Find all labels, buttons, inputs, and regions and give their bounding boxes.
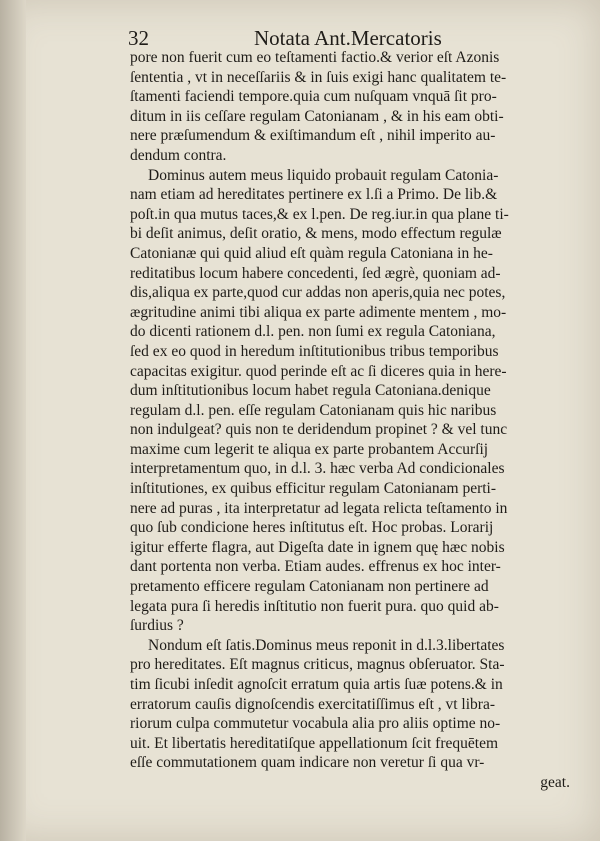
text-line: pore non fuerit cum eo teſtamenti factio.& verior eſt Azonis bbox=[130, 49, 500, 66]
running-title: Notata Ant.Mercatoris bbox=[254, 26, 442, 50]
text-line: nere præſumendum & exiſtimandum eſt , nihil imperito au- bbox=[130, 127, 496, 145]
text-line: Nondum eſt ſatis.Dominus meus reponit in d.l.3.libertates bbox=[148, 636, 505, 654]
text-line: tim ſicubi inſedit agnoſcit erratum quia artis ſuæ potens.& in bbox=[130, 676, 503, 693]
page-number: 32 bbox=[128, 26, 149, 50]
text-line: do dicenti rationem d.l. pen. non ſumi ex regula Catoniana, bbox=[130, 323, 496, 341]
text-line: riorum culpa commutetur vocabula alia pro aliis optime no- bbox=[130, 715, 501, 733]
page-gutter bbox=[0, 0, 26, 841]
text-line: nere ad puras , ita interpretatur ad legata relicta teſtamento in bbox=[130, 499, 508, 517]
text-line: nam etiam ad hereditates pertinere ex l.ſi a Primo. De lib.& bbox=[130, 186, 498, 204]
text-line: pretamento efficere regulam Catonianam non pertinere ad bbox=[130, 578, 489, 596]
text-line: erratorum cauſis dignoſcendis exercitatiſſimus eſt , vt libra- bbox=[130, 695, 495, 713]
text-line: uit. Et libertatis hereditatiſque appellationum ſcit frequētem bbox=[130, 734, 499, 752]
text-line: quo ſub condicione heres inſtitutus eſt. Hoc probas. Lorarij bbox=[130, 519, 494, 537]
text-line: inſtitutiones, ex quibus efficitur regulam Catonianam perti- bbox=[130, 480, 497, 498]
text-line: ſtamenti faciendi tempore.quia cum nuſquam vnquā ſit pro- bbox=[130, 88, 497, 106]
body-text bbox=[130, 48, 570, 793]
text-line: reditatibus locum habere concedenti, ſed ægrè, quoniam ad- bbox=[130, 264, 501, 282]
text-line: ſurdius ? bbox=[130, 617, 184, 635]
text-line: dant portenta non verba. Etiam audes. effrenus ex hoc inter- bbox=[130, 558, 501, 576]
text-line: Dominus autem meus liquido probauit regulam Catonia- bbox=[148, 166, 499, 184]
text-line: eſſe commutationem quam indicare non veretur ſi qua vr- bbox=[130, 754, 485, 772]
text-line: dum inſtitutionibus locum habet regula Catoniana.denique bbox=[130, 382, 491, 400]
text-line: poſt.in qua mutus taces,& ex l.pen. De reg.iur.in qua plane ti- bbox=[130, 205, 509, 223]
text-line: igitur efferte flagra, aut Digeſta date in ignem quę hæc nobis bbox=[130, 538, 505, 556]
text-line: interpretamentum quo, in d.l. 3. hæc verba Ad condicionales bbox=[130, 460, 505, 478]
text-line: non indulgeat? quis non te deridendum propinet ? & vel tunc bbox=[130, 421, 508, 439]
text-line: ægritudine animi tibi aliqua ex parte adimente mentem , mo- bbox=[130, 303, 507, 321]
text-line: bi deſit animus, deſit oratio, & mens, modo effectum regulæ bbox=[130, 225, 502, 243]
text-line: ſententia , vt in neceſſariis & in ſuis exigi hanc qualitatem te- bbox=[130, 68, 507, 86]
catchword: geat. bbox=[540, 773, 570, 791]
text-line: Catonianæ qui quid aliud eſt quàm regula Catoniana in he- bbox=[130, 244, 493, 262]
text-line: capacitas exigitur. quod perinde eſt ac ſi diceres quia in here- bbox=[130, 362, 507, 380]
text-line: legata pura ſi heredis inſtitutio non fuerit pura. quo quid ab- bbox=[130, 597, 499, 615]
text-line: pro hereditates. Eſt magnus criticus, magnus obſeruator. Sta- bbox=[130, 656, 505, 674]
text-line: ſed ex eo quod in heredum inſtitutionibus tribus temporibus bbox=[130, 342, 499, 360]
text-line: dendum contra. bbox=[130, 146, 227, 164]
text-line: maxime cum legerit te aliqua ex parte probantem Accurſij bbox=[130, 440, 489, 458]
text-line: dis,aliqua ex parte,quod cur addas non aperis,quia nec potes, bbox=[130, 284, 506, 302]
text-line: regulam d.l. pen. eſſe regulam Catonianam quis hic naribus bbox=[130, 401, 497, 419]
text-line: ditum in iis ceſſare regulam Catonianam , & in his eam obti- bbox=[130, 107, 504, 125]
